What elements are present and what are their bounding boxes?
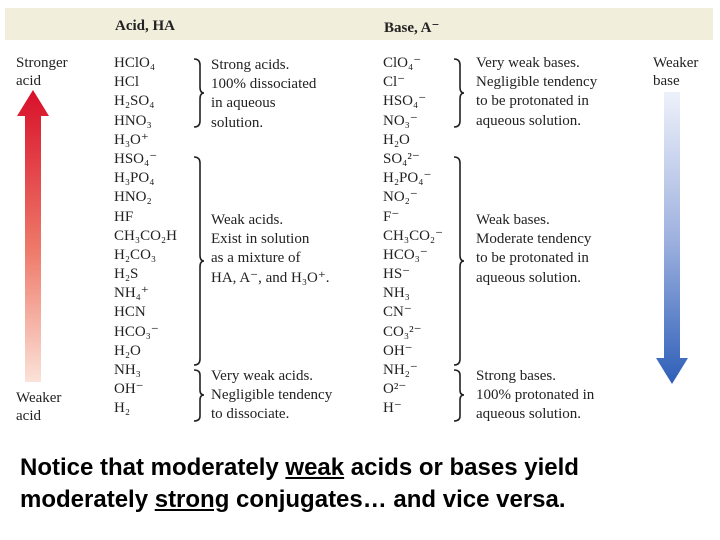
very-weak-acids-description: Very weak acids. Negligible tendency to dissociate. xyxy=(211,368,333,423)
acid-formula: HCl xyxy=(114,74,140,91)
base-formula-list xyxy=(383,54,443,419)
base-formula: ClO₄⁻ xyxy=(383,55,422,71)
acid-formula: HNO₃ xyxy=(114,112,152,129)
acid-strength-arrow xyxy=(17,90,49,382)
base-brace-weak xyxy=(450,155,466,367)
acid-formula: HClO₄ xyxy=(114,55,156,71)
base-brace-strong xyxy=(450,368,466,423)
stronger-acid-label: Stronger acid xyxy=(16,55,68,89)
base-formula: Cl⁻ xyxy=(383,74,406,91)
base-formula: NH₂⁻ xyxy=(383,362,418,378)
acid-formula: NH₄⁺ xyxy=(114,285,149,302)
strong-bases-description: Strong bases. 100% protonated in aqueous solution. xyxy=(476,368,595,423)
base-formula: HSO₄⁻ xyxy=(383,93,427,110)
base-brace-very-weak xyxy=(450,57,466,129)
acid-column-header: Acid, HA xyxy=(115,18,175,34)
acid-formula: H₂O xyxy=(114,342,141,359)
caption-line-1: Notice that moderately weak acids or bases yield xyxy=(20,454,579,481)
base-formula: NO₃⁻ xyxy=(383,112,418,129)
acid-brace-strong xyxy=(190,57,206,129)
base-formula: H₂O xyxy=(383,131,410,148)
acid-formula: H₂SO₄ xyxy=(114,93,155,110)
acid-formula: HSO₄⁻ xyxy=(114,150,158,167)
strong-acids-description: Strong acids. 100% dissociated in aqueous solution. xyxy=(211,57,317,131)
base-column-header: Base, A⁻ xyxy=(384,20,440,36)
acid-formula: OH⁻ xyxy=(114,381,144,398)
base-formula: OH⁻ xyxy=(383,342,413,359)
acid-formula: HCO₃⁻ xyxy=(114,323,159,340)
acid-formula-list xyxy=(114,54,177,419)
acid-formula: HNO₂ xyxy=(114,189,152,206)
acid-brace-very-weak xyxy=(190,368,206,423)
weak-bases-description: Weak bases. Moderate tendency to be protonated in aqueous solution. xyxy=(476,212,592,286)
very-weak-bases-description: Very weak bases. Negligible tendency to be protonated in aqueous solution. xyxy=(476,55,598,129)
base-formula: O²⁻ xyxy=(383,381,407,398)
base-formula: CN⁻ xyxy=(383,304,412,321)
base-formula: NH₃ xyxy=(383,285,410,302)
caption-text xyxy=(20,452,579,516)
acid-brace-weak xyxy=(190,155,206,367)
base-formula: F⁻ xyxy=(383,208,400,225)
base-formula: NO₂⁻ xyxy=(383,189,418,206)
base-formula: CO₃²⁻ xyxy=(383,323,422,340)
table-header-band xyxy=(5,8,713,40)
acid-formula: H₃PO₄ xyxy=(114,170,155,187)
base-formula: CH₃CO₂⁻ xyxy=(383,227,444,244)
base-strength-arrow xyxy=(656,92,688,384)
acid-formula: CH₃CO₂H xyxy=(114,227,177,244)
acid-formula: H₂CO₃ xyxy=(114,246,157,263)
base-formula: H⁻ xyxy=(383,400,402,417)
base-formula: H₂PO₄⁻ xyxy=(383,170,432,187)
base-formula: HS⁻ xyxy=(383,266,411,283)
base-formula: SO₄²⁻ xyxy=(383,150,420,167)
base-formula: HCO₃⁻ xyxy=(383,246,428,263)
acid-formula: H₃O⁺ xyxy=(114,131,149,148)
weak-acids-description: Weak acids. Exist in solution as a mixture of HA, A⁻, and H₃O⁺. xyxy=(211,212,330,286)
acid-formula: H₂S xyxy=(114,266,139,283)
weaker-acid-label: Weaker acid xyxy=(16,390,62,424)
weaker-base-label: Weaker base xyxy=(653,55,699,89)
acid-formula: H₂ xyxy=(114,400,131,417)
acid-formula: HCN xyxy=(114,304,146,321)
caption-line-2: moderately strong conjugates… and vice versa. xyxy=(20,486,566,513)
acid-formula: HF xyxy=(114,208,134,225)
acid-formula: NH₃ xyxy=(114,362,141,378)
